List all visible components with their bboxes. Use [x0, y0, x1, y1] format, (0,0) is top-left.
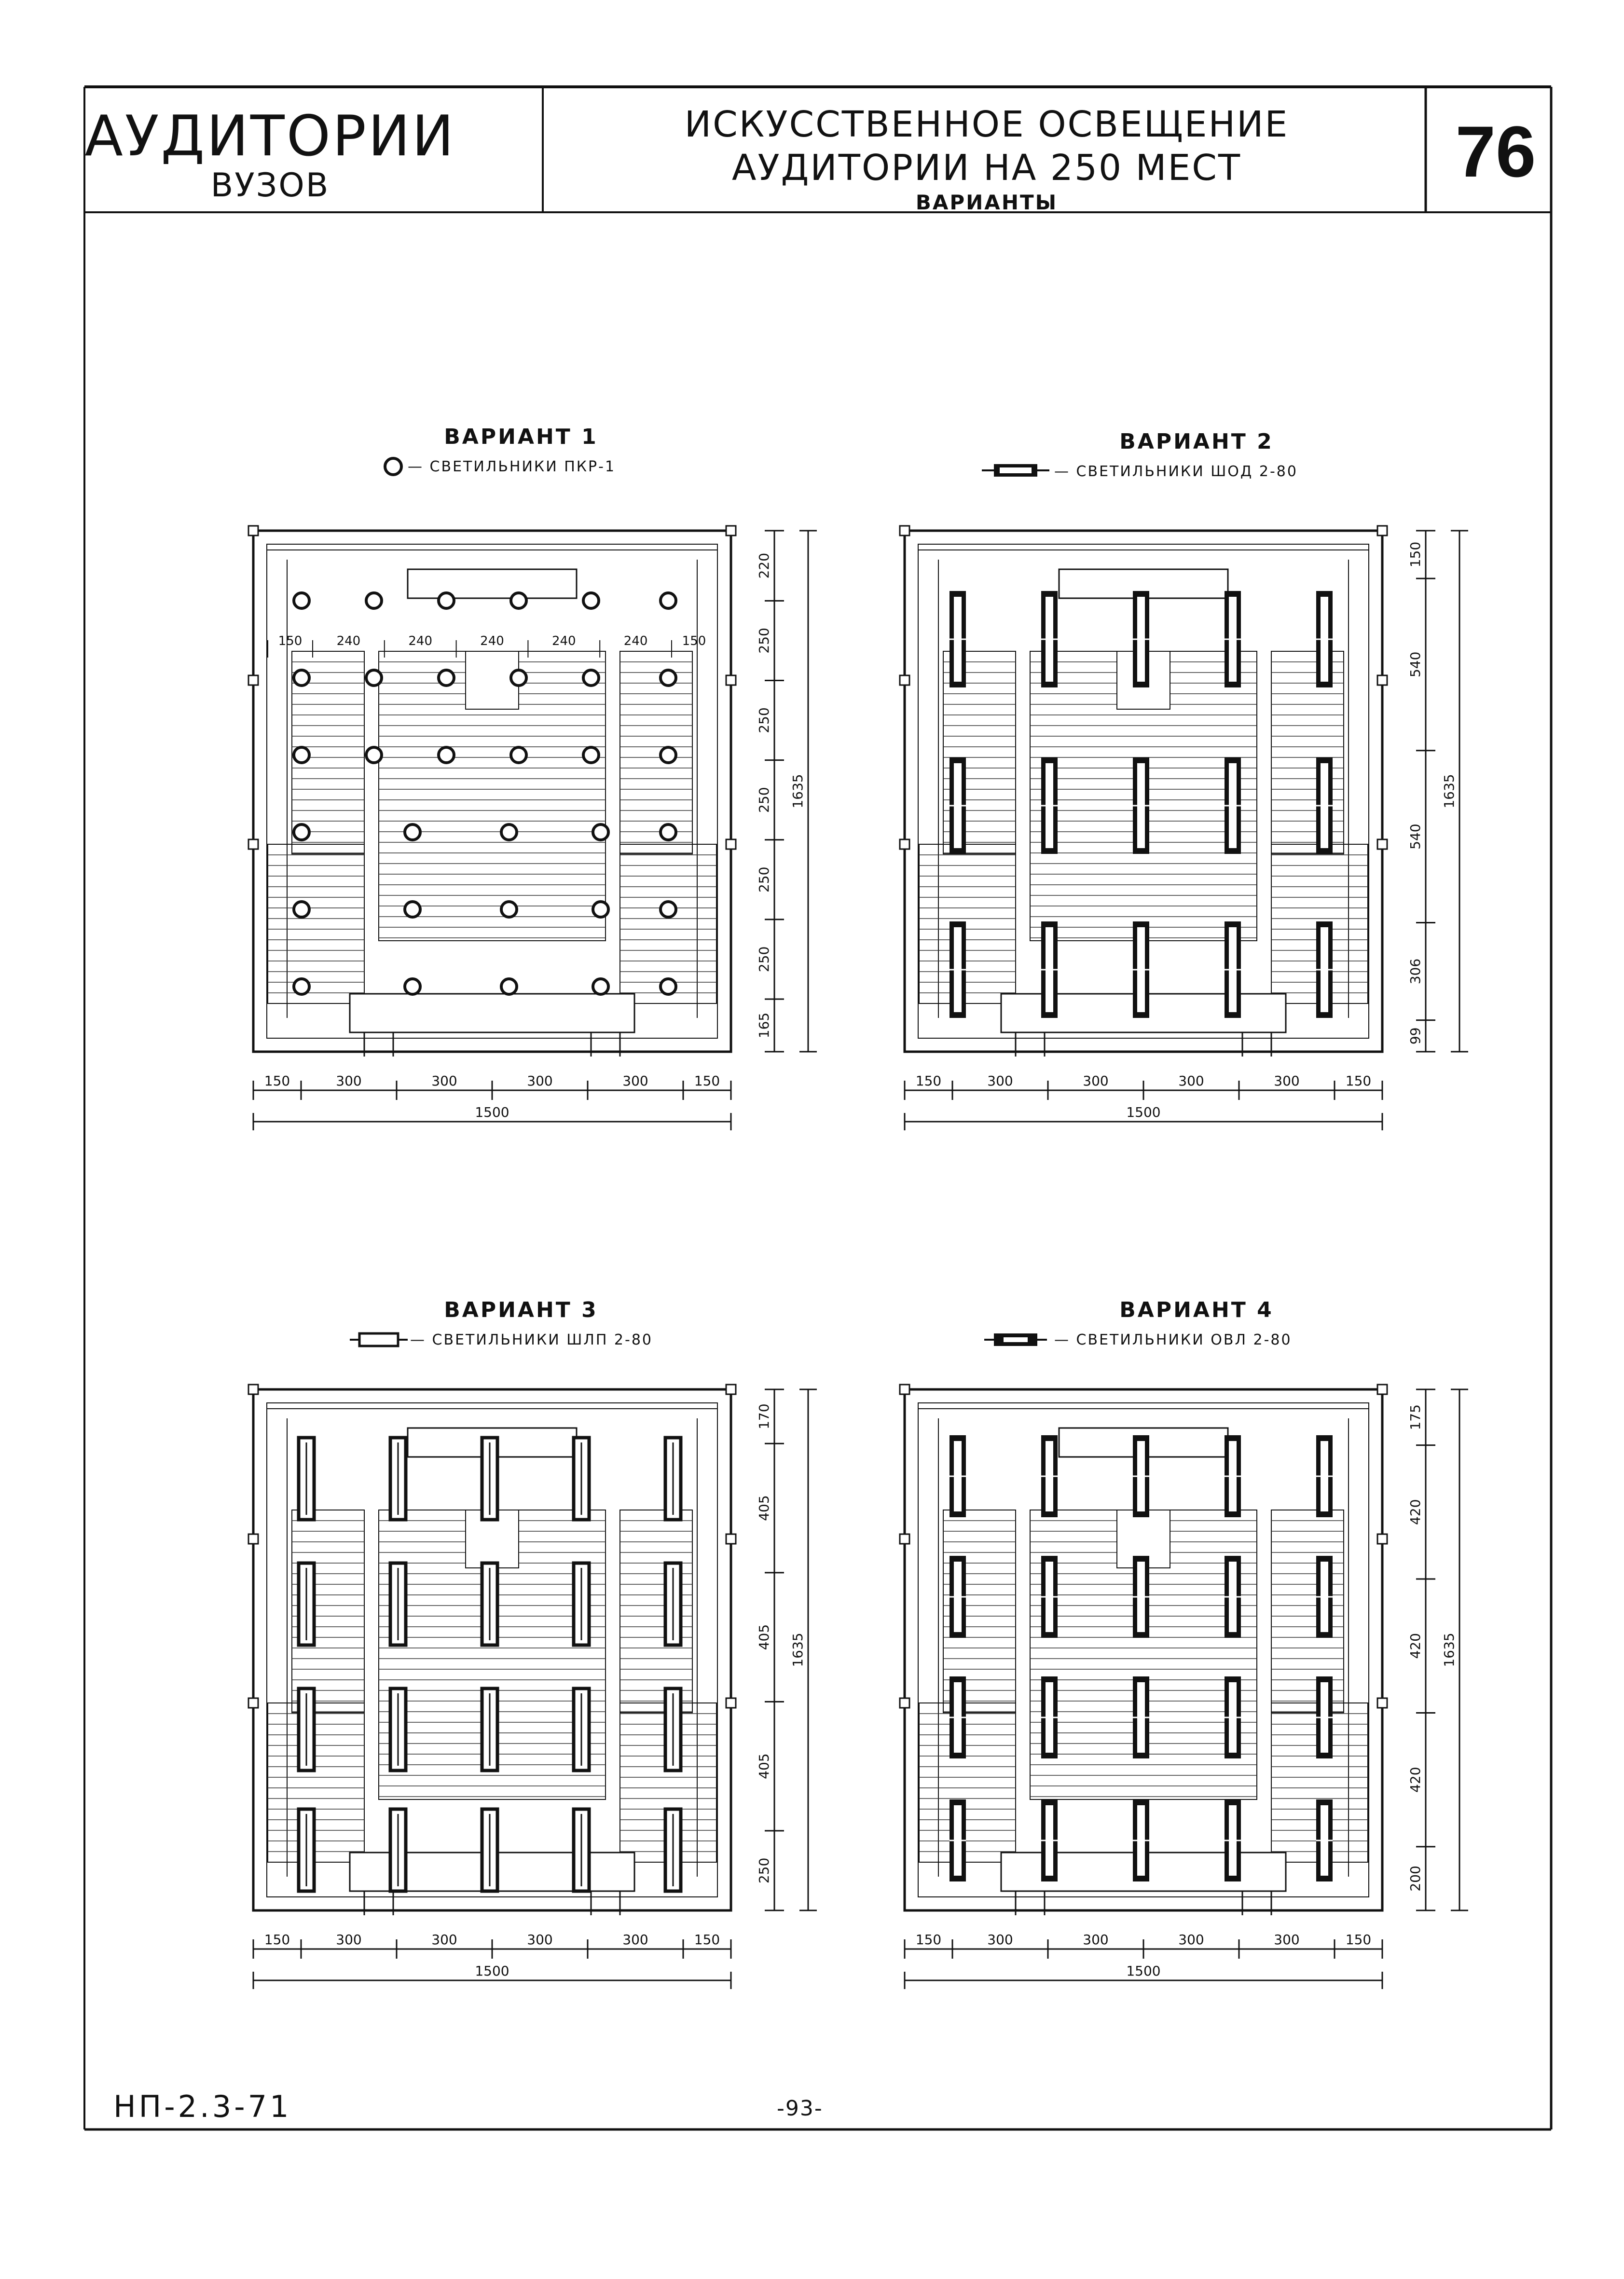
fixture-linear: [299, 1689, 314, 1771]
dimension-label: 300: [431, 1932, 457, 1948]
fixture-linear: [574, 1563, 589, 1645]
total-depth-label: 1635: [1441, 1633, 1457, 1667]
variant-1-title: ВАРИАНТ 1: [444, 425, 598, 449]
dimension-label: 300: [987, 1073, 1013, 1089]
total-width-label: 1500: [1126, 1104, 1161, 1120]
fixture-linear: [574, 1438, 589, 1520]
fixture-round: [511, 593, 526, 608]
fixture-round: [294, 670, 309, 686]
fixture-linear: [482, 1689, 497, 1771]
dimension-label: 99: [1407, 1027, 1423, 1045]
fixture-linear: [1133, 1556, 1149, 1638]
dimension-label: 250: [756, 628, 772, 654]
dimension-label: 150: [264, 1073, 290, 1089]
fixture-linear: [482, 1563, 497, 1645]
fixture-linear: [1316, 1556, 1333, 1638]
fixture-round: [294, 824, 309, 840]
dimension-label: 300: [336, 1073, 362, 1089]
fixture-round: [661, 747, 676, 763]
fixture-round: [583, 670, 599, 686]
fixture-round: [593, 979, 608, 994]
dimension-label: 150: [694, 1932, 720, 1948]
dimension-label: 250: [756, 1857, 772, 1884]
fixture-round: [501, 902, 517, 917]
fixture-round: [661, 979, 676, 994]
plan-variant-4: [900, 1385, 1468, 1989]
dimension-label: 420: [1407, 1499, 1423, 1525]
dimension-label: 150: [278, 634, 303, 648]
fixture-linear: [1133, 757, 1149, 854]
fixture-round: [439, 593, 454, 608]
variant-3-legend: — СВЕТИЛЬНИКИ ШЛП 2-80: [410, 1332, 653, 1348]
fixture-round: [294, 593, 309, 608]
dimension-label: 540: [1407, 651, 1423, 678]
fixture-linear: [299, 1438, 314, 1520]
dimension-label: 300: [1178, 1073, 1204, 1089]
fixture-round: [366, 670, 382, 686]
fixture-linear: [1041, 1676, 1058, 1758]
dimension-label: 150: [1407, 541, 1423, 568]
fixture-round: [294, 747, 309, 763]
fixture-linear: [1041, 757, 1058, 854]
dimension-label: 240: [551, 634, 576, 648]
fixture-linear: [1225, 1676, 1241, 1758]
plan-variant-1: [248, 526, 817, 1130]
dimension-label: 240: [336, 634, 361, 648]
dimension-label: 540: [1407, 824, 1423, 850]
dimension-label: 300: [336, 1932, 362, 1948]
section-title: АУДИТОРИИ: [84, 104, 456, 169]
dimension-label: 240: [480, 634, 504, 648]
fixture-linear: [1225, 591, 1241, 687]
fixture-linear: [665, 1809, 681, 1891]
fixture-linear: [1316, 921, 1333, 1018]
plan-variant-2: [900, 526, 1468, 1130]
fixture-round: [593, 824, 608, 840]
fixture-round: [593, 902, 608, 917]
fixture-round: [661, 593, 676, 608]
fixture-linear: [950, 1556, 966, 1638]
fixture-linear: [950, 1799, 966, 1881]
dimension-label: 150: [694, 1073, 720, 1089]
fixture-round: [366, 747, 382, 763]
dimension-label: 405: [756, 1495, 772, 1521]
fixture-linear: [1225, 1799, 1241, 1881]
fixture-linear: [1225, 1556, 1241, 1638]
fixture-linear: [950, 1435, 966, 1517]
fixture-linear: [665, 1438, 681, 1520]
dimension-label: 420: [1407, 1633, 1423, 1659]
fixture-linear: [574, 1809, 589, 1891]
dimension-label: 250: [756, 787, 772, 813]
plan-variant-3: [248, 1385, 817, 1989]
sheet-title-line2: АУДИТОРИИ НА 250 МЕСТ: [731, 147, 1242, 189]
fixture-linear: [950, 1676, 966, 1758]
fixture-linear: [1133, 1676, 1149, 1758]
fixture-linear: [950, 757, 966, 854]
fixture-linear: [1225, 1435, 1241, 1517]
fixture-round: [661, 824, 676, 840]
fixture-linear: [1133, 591, 1149, 687]
total-width-label: 1500: [475, 1963, 509, 1979]
fixture-round: [366, 593, 382, 608]
dimension-label: 240: [408, 634, 433, 648]
fixture-round: [661, 902, 676, 917]
fixture-round: [439, 747, 454, 763]
document-code: НП-2.3-71: [113, 2089, 292, 2124]
fixture-linear: [1041, 1556, 1058, 1638]
dimension-label: 300: [1178, 1932, 1204, 1948]
dimension-label: 165: [756, 1012, 772, 1039]
dimension-label: 175: [1407, 1404, 1423, 1430]
fixture-linear: [950, 591, 966, 687]
fixture-linear: [482, 1438, 497, 1520]
dimension-label: 150: [1345, 1932, 1372, 1948]
page-number: -93-: [777, 2096, 823, 2121]
dimension-label: 150: [1345, 1073, 1372, 1089]
fixture-round: [405, 902, 420, 917]
total-depth-label: 1635: [790, 774, 806, 809]
fixture-round: [405, 824, 420, 840]
fixture-round: [294, 979, 309, 994]
dimension-label: 306: [1407, 958, 1423, 985]
fixture-round: [501, 979, 517, 994]
dimension-label: 300: [431, 1073, 457, 1089]
variant-2-title: ВАРИАНТ 2: [1119, 429, 1274, 454]
dimension-label: 300: [1083, 1073, 1109, 1089]
fixture-linear: [1041, 1799, 1058, 1881]
fixture-linear: [482, 1809, 497, 1891]
total-width-label: 1500: [1126, 1963, 1161, 1979]
fixture-round: [405, 979, 420, 994]
fixture-linear: [1133, 921, 1149, 1018]
dimension-label: 250: [756, 946, 772, 973]
fixture-linear: [665, 1689, 681, 1771]
variant-4-legend: — СВЕТИЛЬНИКИ ОВЛ 2-80: [1054, 1332, 1292, 1348]
fixture-round: [294, 902, 309, 917]
fixture-linear: [390, 1438, 406, 1520]
variant-3-title: ВАРИАНТ 3: [444, 1298, 598, 1322]
dimension-label: 150: [915, 1932, 942, 1948]
dimension-label: 150: [682, 634, 706, 648]
fixture-linear: [1041, 921, 1058, 1018]
fixture-linear: [950, 921, 966, 1018]
dimension-label: 405: [756, 1753, 772, 1779]
dimension-label: 200: [1407, 1866, 1423, 1892]
dimension-label: 250: [756, 866, 772, 893]
sheet-number: 76: [1455, 111, 1536, 192]
fixture-linear: [1225, 921, 1241, 1018]
fixture-linear: [390, 1563, 406, 1645]
dimension-label: 300: [987, 1932, 1013, 1948]
fixture-round: [661, 670, 676, 686]
fixture-linear: [1225, 757, 1241, 854]
total-width-label: 1500: [475, 1104, 509, 1120]
fixture-linear: [1316, 1676, 1333, 1758]
fixture-linear: [1316, 757, 1333, 854]
fixture-round: [583, 593, 599, 608]
dimension-label: 300: [527, 1073, 553, 1089]
fixture-round: [583, 747, 599, 763]
dimension-label: 300: [1083, 1932, 1109, 1948]
variant-2-legend: — СВЕТИЛЬНИКИ ШОД 2-80: [1054, 463, 1298, 480]
fixture-linear: [1041, 1435, 1058, 1517]
dimension-label: 300: [527, 1932, 553, 1948]
dimension-label: 420: [1407, 1767, 1423, 1793]
dimension-label: 150: [915, 1073, 942, 1089]
fixture-linear: [1316, 591, 1333, 687]
fixture-round: [501, 824, 517, 840]
dimension-label: 300: [622, 1932, 648, 1948]
fixture-linear: [1316, 1799, 1333, 1881]
fixture-linear: [665, 1563, 681, 1645]
sheet-title-line1: ИСКУССТВЕННОЕ ОСВЕЩЕНИЕ: [684, 104, 1289, 145]
dimension-label: 240: [623, 634, 648, 648]
total-depth-label: 1635: [1441, 774, 1457, 809]
fixture-linear: [1133, 1435, 1149, 1517]
dimension-label: 300: [1274, 1073, 1300, 1089]
total-depth-label: 1635: [790, 1633, 806, 1667]
fixture-round: [439, 670, 454, 686]
dimension-label: 150: [264, 1932, 290, 1948]
fixture-linear: [574, 1689, 589, 1771]
variant-4-title: ВАРИАНТ 4: [1119, 1298, 1274, 1322]
variant-1-legend: — СВЕТИЛЬНИКИ ПКР-1: [408, 458, 616, 475]
sheet-title-line3: ВАРИАНТЫ: [915, 191, 1058, 214]
fixture-linear: [1133, 1799, 1149, 1881]
fixture-linear: [390, 1689, 406, 1771]
fixture-linear: [1316, 1435, 1333, 1517]
fixture-round: [511, 670, 526, 686]
fixture-linear: [390, 1809, 406, 1891]
fixture-linear: [299, 1809, 314, 1891]
fixture-linear: [1041, 591, 1058, 687]
section-subtitle: ВУЗОВ: [210, 166, 330, 205]
fixture-round: [511, 747, 526, 763]
dimension-label: 405: [756, 1624, 772, 1650]
dimension-label: 300: [622, 1073, 648, 1089]
dimension-label: 220: [756, 552, 772, 579]
dimension-label: 300: [1274, 1932, 1300, 1948]
dimension-label: 250: [756, 707, 772, 733]
fixture-linear: [299, 1563, 314, 1645]
dimension-label: 170: [756, 1403, 772, 1429]
